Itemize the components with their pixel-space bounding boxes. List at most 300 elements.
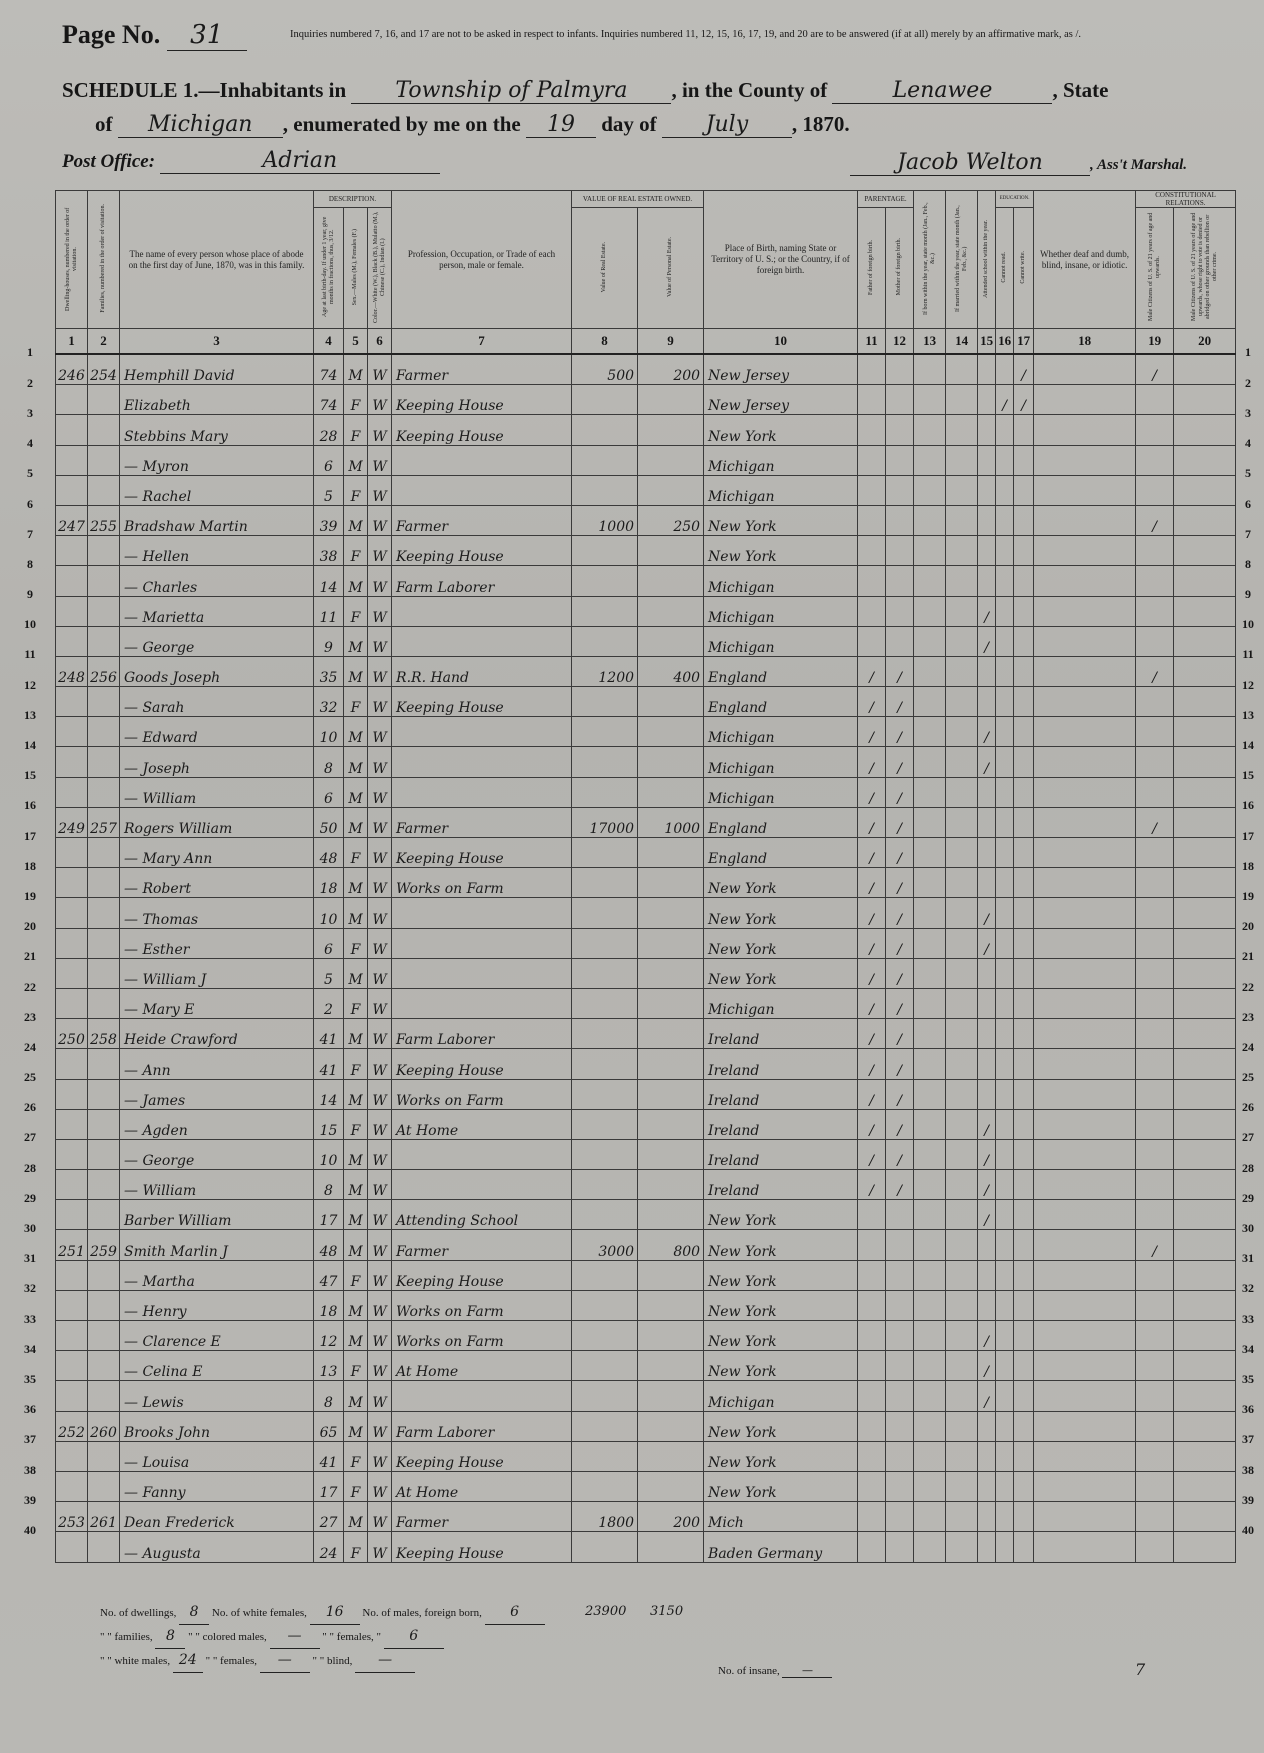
citizen-mark [1136,445,1174,475]
color: W [368,475,392,505]
real-estate-value [572,687,638,717]
vote-denied-mark [1174,354,1236,385]
line-number: 27 [24,1130,36,1145]
father-foreign-mark: / [858,868,886,898]
dwelling-number: 246 [56,354,88,385]
table-row [56,1049,1236,1079]
father-foreign-mark: / [858,807,886,837]
infirmity [1034,596,1136,626]
line-number: 13 [24,707,36,722]
line-number: 7 [1245,526,1251,541]
father-foreign-mark: / [858,656,886,686]
age: 10 [314,898,344,928]
occupation [392,898,572,928]
sex: M [344,747,368,777]
cannot-read-mark [996,898,1014,928]
born-within-year [914,1079,946,1109]
real-estate-value [572,445,638,475]
mother-foreign-mark [886,626,914,656]
real-estate-value [572,1532,638,1562]
line-number: 25 [1242,1070,1254,1085]
line-number: 12 [24,677,36,692]
vote-denied-mark [1174,1139,1236,1169]
family-number [88,385,120,415]
born-within-year [914,717,946,747]
occupation [392,928,572,958]
occupation: At Home [392,1109,572,1139]
color: W [368,1170,392,1200]
line-number: 7 [27,526,33,541]
occupation: Farmer [392,505,572,535]
age: 10 [314,1139,344,1169]
occupation: Keeping House [392,1532,572,1562]
dwelling-number [56,717,88,747]
married-within-year [946,1260,978,1290]
cannot-write-mark [1014,626,1034,656]
dwelling-number [56,626,88,656]
table-row [56,1411,1236,1441]
table-row [56,536,1236,566]
birthplace: Michigan [704,566,858,596]
col-number: 20 [1174,329,1236,355]
birthplace: England [704,807,858,837]
cannot-write-mark: / [1014,385,1034,415]
real-estate-value: 500 [572,354,638,385]
table-row [56,1019,1236,1049]
color: W [368,505,392,535]
real-estate-total: 23900 [585,1604,627,1619]
personal-estate-value [638,1260,704,1290]
color: W [368,1139,392,1169]
family-number [88,747,120,777]
color: W [368,1290,392,1320]
line-number: 21 [1242,949,1254,964]
families-count: 8 [155,1624,185,1649]
line-number: 19 [1242,888,1254,903]
dwelling-number [56,1381,88,1411]
cannot-read-mark [996,475,1014,505]
color: W [368,1321,392,1351]
born-within-year [914,415,946,445]
vote-denied-mark [1174,385,1236,415]
marshal-line [850,150,1187,176]
mother-foreign-mark [886,566,914,596]
table-row [56,1230,1236,1260]
personal-estate-value: 200 [638,1502,704,1532]
line-number: 9 [27,587,33,602]
infirmity [1034,1049,1136,1079]
table-row [56,475,1236,505]
cannot-write-mark [1014,1019,1034,1049]
infirmity [1034,475,1136,505]
color: W [368,1109,392,1139]
col-number: 12 [886,329,914,355]
cannot-read-mark [996,1019,1014,1049]
dwelling-number [56,868,88,898]
col-header-18: Whether deaf and dumb, blind, insane, or idiotic. [1034,191,1136,329]
personal-estate-value [638,1170,704,1200]
of-label: of [95,112,113,136]
sex: F [344,988,368,1018]
school-mark [978,385,996,415]
family-number: 255 [88,505,120,535]
person-name: Heide Crawford [120,1019,314,1049]
personal-estate-value [638,1441,704,1471]
birthplace: Michigan [704,717,858,747]
sex: F [344,1109,368,1139]
age: 14 [314,566,344,596]
col-header-7: Profession, Occupation, or Trade of each person, male or female. [392,191,572,329]
color: W [368,868,392,898]
school-mark [978,868,996,898]
school-mark: / [978,1381,996,1411]
cannot-read-mark [996,1290,1014,1320]
color: W [368,1260,392,1290]
mother-foreign-mark: / [886,898,914,928]
age: 6 [314,445,344,475]
citizen-mark: / [1136,354,1174,385]
person-name: — William J [120,958,314,988]
real-estate-value [572,596,638,626]
vote-denied-mark [1174,1019,1236,1049]
col-header-5: Sex.—Males (M.), Females (F.) [344,208,368,329]
sex: F [344,1351,368,1381]
mother-foreign-mark [886,445,914,475]
mother-foreign-mark [886,415,914,445]
cannot-write-mark [1014,1502,1034,1532]
real-estate-value: 3000 [572,1230,638,1260]
sex: M [344,807,368,837]
color: W [368,536,392,566]
school-mark [978,958,996,988]
dwelling-number: 247 [56,505,88,535]
occupation: Attending School [392,1200,572,1230]
mother-foreign-mark: / [886,1109,914,1139]
line-number: 2 [27,375,33,390]
line-number: 1 [27,345,33,360]
school-mark [978,807,996,837]
line-number: 3 [1245,405,1251,420]
person-name: — Mary E [120,988,314,1018]
father-foreign-mark: / [858,958,886,988]
birthplace: Michigan [704,777,858,807]
citizen-mark [1136,898,1174,928]
mother-foreign-mark [886,1230,914,1260]
father-foreign-mark: / [858,1170,886,1200]
person-name: — Thomas [120,898,314,928]
infirmity [1034,1321,1136,1351]
line-number: 37 [1242,1432,1254,1447]
school-mark: / [978,1139,996,1169]
vote-denied-mark [1174,1230,1236,1260]
school-mark: / [978,928,996,958]
mother-foreign-mark [886,1200,914,1230]
col-number: 16 [996,329,1014,355]
dwelling-number [56,1471,88,1501]
age: 50 [314,807,344,837]
vote-denied-mark [1174,988,1236,1018]
census-table [55,190,1235,1563]
sex: F [344,475,368,505]
citizen-mark [1136,687,1174,717]
census-rows [56,354,1236,1562]
citizen-mark [1136,415,1174,445]
school-mark [978,1260,996,1290]
married-within-year [946,717,978,747]
occupation [392,1170,572,1200]
married-within-year [946,656,978,686]
dwelling-number: 249 [56,807,88,837]
sex: M [344,505,368,535]
cannot-write-mark [1014,1109,1034,1139]
mother-foreign-mark [886,1471,914,1501]
mother-foreign-mark [886,1321,914,1351]
citizen-mark [1136,1321,1174,1351]
cannot-read-mark [996,747,1014,777]
age: 5 [314,475,344,505]
vote-denied-mark [1174,505,1236,535]
age: 41 [314,1049,344,1079]
person-name: — Henry [120,1290,314,1320]
insane-line [718,1664,832,1678]
school-mark [978,415,996,445]
citizen-mark [1136,838,1174,868]
sex: M [344,898,368,928]
age: 9 [314,626,344,656]
citizen-mark: / [1136,1230,1174,1260]
line-number: 17 [1242,828,1254,843]
col-number: 2 [88,329,120,355]
age: 35 [314,656,344,686]
person-name: — Martha [120,1260,314,1290]
born-within-year [914,626,946,656]
cannot-write-mark [1014,1139,1034,1169]
family-number [88,1532,120,1562]
born-within-year [914,777,946,807]
father-foreign-mark: / [858,988,886,1018]
line-number: 17 [24,828,36,843]
line-number: 37 [24,1432,36,1447]
school-mark [978,354,996,385]
line-number: 20 [24,919,36,934]
occupation: Works on Farm [392,1079,572,1109]
mother-foreign-mark [886,1411,914,1441]
occupation: Keeping House [392,687,572,717]
line-number: 15 [1242,768,1254,783]
cannot-write-mark [1014,928,1034,958]
personal-estate-value [638,475,704,505]
insane-label: No. of insane, [718,1665,780,1677]
family-number [88,1381,120,1411]
citizen-mark [1136,777,1174,807]
school-mark [978,1471,996,1501]
col-header-1: Dwelling-houses, numbered in the order of visitation. [56,191,88,329]
birthplace: England [704,687,858,717]
occupation [392,777,572,807]
born-within-year [914,1170,946,1200]
dwelling-number [56,1200,88,1230]
line-number: 26 [1242,1100,1254,1115]
cannot-write-mark [1014,656,1034,686]
married-within-year [946,1381,978,1411]
citizen-mark [1136,1502,1174,1532]
cannot-write-mark [1014,1411,1034,1441]
person-name: Goods Joseph [120,656,314,686]
family-number [88,898,120,928]
occupation [392,445,572,475]
father-foreign-mark: / [858,838,886,868]
occupation: Keeping House [392,385,572,415]
line-number: 22 [1242,979,1254,994]
married-within-year [946,1230,978,1260]
personal-estate-value [638,777,704,807]
occupation: Farm Laborer [392,1019,572,1049]
infirmity [1034,747,1136,777]
col-number: 19 [1136,329,1174,355]
school-mark [978,988,996,1018]
occupation: Keeping House [392,415,572,445]
mother-foreign-mark [886,385,914,415]
real-estate-value [572,898,638,928]
foreign-females-count: 6 [384,1624,444,1649]
occupation [392,958,572,988]
cannot-read-mark [996,1049,1014,1079]
dwelling-number: 248 [56,656,88,686]
person-name: — William [120,777,314,807]
line-number: 2 [1245,375,1251,390]
birthplace: New York [704,868,858,898]
personal-estate-value [638,988,704,1018]
birthplace: Ireland [704,1019,858,1049]
table-row [56,1139,1236,1169]
married-within-year [946,1170,978,1200]
birthplace: England [704,838,858,868]
born-within-year [914,1019,946,1049]
real-estate-value [572,988,638,1018]
dwelling-number [56,747,88,777]
day-of-label: day of [601,112,657,136]
married-within-year [946,1441,978,1471]
infirmity [1034,868,1136,898]
personal-estate-value [638,1049,704,1079]
table-row [56,1200,1236,1230]
born-within-year [914,1532,946,1562]
age: 18 [314,1290,344,1320]
enumeration-line [95,112,850,138]
age: 24 [314,1532,344,1562]
married-within-year [946,385,978,415]
infirmity [1034,928,1136,958]
cannot-read-mark [996,1441,1014,1471]
dwelling-number [56,475,88,505]
infirmity [1034,1019,1136,1049]
cannot-write-mark [1014,1381,1034,1411]
birthplace: Ireland [704,1049,858,1079]
sex: M [344,868,368,898]
cannot-write-mark [1014,1321,1034,1351]
line-number: 34 [1242,1341,1254,1356]
table-row [56,928,1236,958]
post-office-field: Adrian [160,148,440,174]
personal-estate-value [638,536,704,566]
person-name: — James [120,1079,314,1109]
color: W [368,566,392,596]
school-mark [978,1532,996,1562]
citizen-mark [1136,868,1174,898]
born-within-year [914,536,946,566]
foreign-females-label: " " females, " [322,1631,381,1643]
cannot-write-mark [1014,596,1034,626]
table-row [56,777,1236,807]
table-row [56,415,1236,445]
sex: M [344,1381,368,1411]
vote-denied-mark [1174,1109,1236,1139]
born-within-year [914,1260,946,1290]
state-label: , State [1052,78,1109,102]
person-name: — Mary Ann [120,838,314,868]
person-name: Smith Marlin J [120,1230,314,1260]
father-foreign-mark [858,536,886,566]
color: W [368,354,392,385]
citizen-mark [1136,566,1174,596]
vote-denied-mark [1174,475,1236,505]
parentage-group-header: PARENTAGE. [858,191,914,208]
birthplace: New York [704,1200,858,1230]
table-row [56,807,1236,837]
age: 65 [314,1411,344,1441]
age: 8 [314,747,344,777]
married-within-year [946,626,978,656]
infirmity [1034,656,1136,686]
age: 12 [314,1321,344,1351]
infirmity [1034,1290,1136,1320]
col-number: 5 [344,329,368,355]
line-number: 3 [27,405,33,420]
vote-denied-mark [1174,566,1236,596]
cannot-read-mark [996,1351,1014,1381]
cannot-read-mark [996,596,1014,626]
blind-count: — [355,1648,415,1673]
citizen-mark [1136,1441,1174,1471]
color: W [368,415,392,445]
vote-denied-mark [1174,928,1236,958]
age: 15 [314,1109,344,1139]
sex: F [344,385,368,415]
birthplace: New York [704,536,858,566]
dwelling-number: 252 [56,1411,88,1441]
infirmity [1034,988,1136,1018]
father-foreign-mark: / [858,1139,886,1169]
age: 28 [314,415,344,445]
mother-foreign-mark [886,1441,914,1471]
person-name: — Augusta [120,1532,314,1562]
occupation: Keeping House [392,1049,572,1079]
school-mark: / [978,596,996,626]
col-number: 1 [56,329,88,355]
cannot-write-mark [1014,415,1034,445]
females-label: " " females, [205,1655,258,1667]
real-estate-value [572,1321,638,1351]
dwelling-number [56,838,88,868]
color: W [368,1502,392,1532]
married-within-year [946,1139,978,1169]
citizen-mark: / [1136,656,1174,686]
col-number: 4 [314,329,344,355]
cannot-write-mark [1014,1351,1034,1381]
personal-estate-value [638,1079,704,1109]
married-within-year [946,596,978,626]
color: W [368,1532,392,1562]
